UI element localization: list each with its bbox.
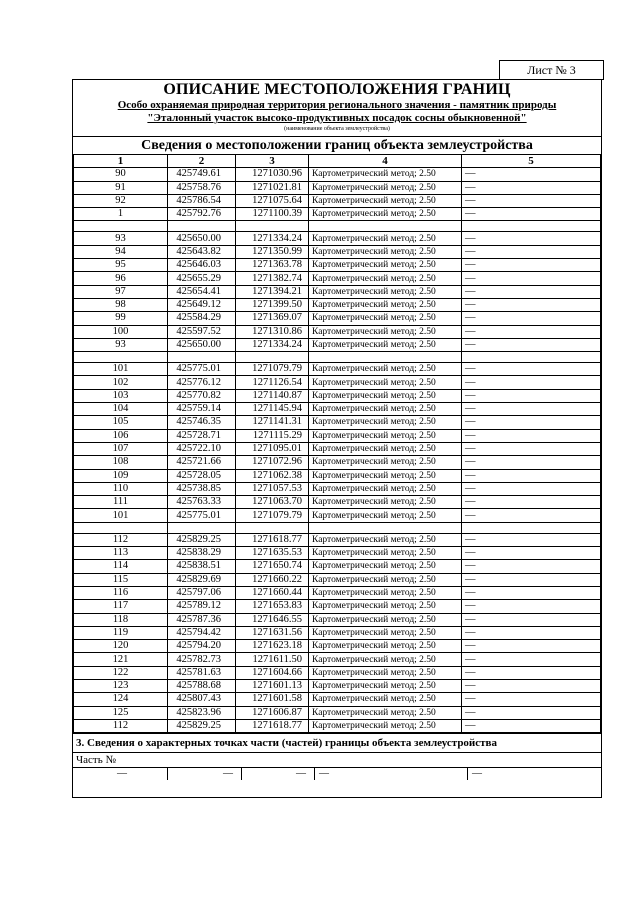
description: — bbox=[462, 338, 601, 351]
method-accuracy: Картометрический метод; 2.50 bbox=[309, 679, 462, 692]
table-row bbox=[74, 653, 601, 666]
x-coordinate: 425823.96 bbox=[168, 706, 236, 719]
description: — bbox=[462, 613, 601, 626]
y-coordinate: 1271601.13 bbox=[236, 679, 309, 692]
description: — bbox=[462, 547, 601, 560]
column-header-row bbox=[74, 155, 601, 168]
method-accuracy: Картометрический метод; 2.50 bbox=[309, 259, 462, 272]
description: — bbox=[462, 429, 601, 442]
method-accuracy: Картометрический метод; 2.50 bbox=[309, 194, 462, 207]
y-coordinate: 1271079.79 bbox=[236, 509, 309, 522]
point-number: 105 bbox=[74, 416, 168, 429]
point-number: 123 bbox=[74, 679, 168, 692]
point-number: 97 bbox=[74, 285, 168, 298]
y-coordinate: 1271126.54 bbox=[236, 376, 309, 389]
table-row bbox=[74, 168, 601, 181]
empty-cell bbox=[236, 352, 309, 363]
x-coordinate: 425838.29 bbox=[168, 547, 236, 560]
table-row bbox=[74, 469, 601, 482]
table-row bbox=[74, 245, 601, 258]
method-accuracy: Картометрический метод; 2.50 bbox=[309, 298, 462, 311]
table-row bbox=[74, 693, 601, 706]
y-coordinate: 1271660.22 bbox=[236, 573, 309, 586]
method-accuracy: Картометрический метод; 2.50 bbox=[309, 363, 462, 376]
description: — bbox=[462, 403, 601, 416]
part-cell: — bbox=[223, 768, 233, 780]
y-coordinate: 1271601.58 bbox=[236, 693, 309, 706]
y-coordinate: 1271310.86 bbox=[236, 325, 309, 338]
x-coordinate: 425775.01 bbox=[168, 363, 236, 376]
x-coordinate: 425584.29 bbox=[168, 312, 236, 325]
description: — bbox=[462, 496, 601, 509]
point-number: 113 bbox=[74, 547, 168, 560]
x-coordinate: 425775.01 bbox=[168, 509, 236, 522]
empty-cell bbox=[168, 352, 236, 363]
y-coordinate: 1271140.87 bbox=[236, 389, 309, 402]
table-row bbox=[74, 208, 601, 221]
point-number: 1 bbox=[74, 208, 168, 221]
x-coordinate: 425749.61 bbox=[168, 168, 236, 181]
x-coordinate: 425721.66 bbox=[168, 456, 236, 469]
point-number: 115 bbox=[74, 573, 168, 586]
table-row bbox=[74, 586, 601, 599]
y-coordinate: 1271350.99 bbox=[236, 245, 309, 258]
method-accuracy: Картометрический метод; 2.50 bbox=[309, 560, 462, 573]
method-accuracy: Картометрический метод; 2.50 bbox=[309, 232, 462, 245]
empty-cell bbox=[168, 221, 236, 232]
y-coordinate: 1271394.21 bbox=[236, 285, 309, 298]
x-coordinate: 425788.68 bbox=[168, 679, 236, 692]
table-row bbox=[74, 533, 601, 546]
method-accuracy: Картометрический метод; 2.50 bbox=[309, 640, 462, 653]
method-accuracy: Картометрический метод; 2.50 bbox=[309, 573, 462, 586]
empty-cell bbox=[74, 221, 168, 232]
x-coordinate: 425650.00 bbox=[168, 338, 236, 351]
y-coordinate: 1271062.38 bbox=[236, 469, 309, 482]
y-coordinate: 1271063.70 bbox=[236, 496, 309, 509]
description: — bbox=[462, 272, 601, 285]
x-coordinate: 425597.52 bbox=[168, 325, 236, 338]
method-accuracy: Картометрический метод; 2.50 bbox=[309, 312, 462, 325]
description: — bbox=[462, 706, 601, 719]
y-coordinate: 1271382.74 bbox=[236, 272, 309, 285]
point-number: 108 bbox=[74, 456, 168, 469]
table-row bbox=[74, 338, 601, 351]
column-header: 3 bbox=[236, 155, 309, 168]
table-row bbox=[74, 376, 601, 389]
x-coordinate: 425649.12 bbox=[168, 298, 236, 311]
description: — bbox=[462, 181, 601, 194]
table-row bbox=[74, 298, 601, 311]
point-number: 102 bbox=[74, 376, 168, 389]
description: — bbox=[462, 600, 601, 613]
table-row bbox=[74, 509, 601, 522]
method-accuracy: Картометрический метод; 2.50 bbox=[309, 442, 462, 455]
method-accuracy: Картометрический метод; 2.50 bbox=[309, 482, 462, 495]
y-coordinate: 1271095.01 bbox=[236, 442, 309, 455]
table-row bbox=[74, 403, 601, 416]
point-number: 93 bbox=[74, 338, 168, 351]
group-separator-row bbox=[74, 221, 601, 232]
description: — bbox=[462, 312, 601, 325]
point-number: 122 bbox=[74, 666, 168, 679]
x-coordinate: 425655.29 bbox=[168, 272, 236, 285]
point-number: 109 bbox=[74, 469, 168, 482]
x-coordinate: 425738.85 bbox=[168, 482, 236, 495]
description: — bbox=[462, 573, 601, 586]
table-row bbox=[74, 600, 601, 613]
y-coordinate: 1271618.77 bbox=[236, 719, 309, 732]
x-coordinate: 425782.73 bbox=[168, 653, 236, 666]
method-accuracy: Картометрический метод; 2.50 bbox=[309, 653, 462, 666]
empty-cell bbox=[74, 522, 168, 533]
x-coordinate: 425829.25 bbox=[168, 533, 236, 546]
empty-cell bbox=[462, 352, 601, 363]
description: — bbox=[462, 259, 601, 272]
y-coordinate: 1271021.81 bbox=[236, 181, 309, 194]
y-coordinate: 1271604.66 bbox=[236, 666, 309, 679]
y-coordinate: 1271631.56 bbox=[236, 626, 309, 639]
point-number: 112 bbox=[74, 533, 168, 546]
point-number: 119 bbox=[74, 626, 168, 639]
point-number: 110 bbox=[74, 482, 168, 495]
method-accuracy: Картометрический метод; 2.50 bbox=[309, 338, 462, 351]
empty-cell bbox=[309, 221, 462, 232]
y-coordinate: 1271145.94 bbox=[236, 403, 309, 416]
point-number: 107 bbox=[74, 442, 168, 455]
description: — bbox=[462, 298, 601, 311]
description: — bbox=[462, 168, 601, 181]
point-number: 95 bbox=[74, 259, 168, 272]
x-coordinate: 425643.82 bbox=[168, 245, 236, 258]
y-coordinate: 1271611.50 bbox=[236, 653, 309, 666]
empty-cell bbox=[236, 221, 309, 232]
method-accuracy: Картометрический метод; 2.50 bbox=[309, 429, 462, 442]
method-accuracy: Картометрический метод; 2.50 bbox=[309, 533, 462, 546]
table-row bbox=[74, 272, 601, 285]
method-accuracy: Картометрический метод; 2.50 bbox=[309, 586, 462, 599]
x-coordinate: 425759.14 bbox=[168, 403, 236, 416]
x-coordinate: 425794.42 bbox=[168, 626, 236, 639]
point-number: 101 bbox=[74, 363, 168, 376]
description: — bbox=[462, 194, 601, 207]
x-coordinate: 425797.06 bbox=[168, 586, 236, 599]
table-row bbox=[74, 706, 601, 719]
empty-cell bbox=[168, 522, 236, 533]
table-row bbox=[74, 363, 601, 376]
y-coordinate: 1271075.64 bbox=[236, 194, 309, 207]
x-coordinate: 425722.10 bbox=[168, 442, 236, 455]
description: — bbox=[462, 208, 601, 221]
method-accuracy: Картометрический метод; 2.50 bbox=[309, 693, 462, 706]
method-accuracy: Картометрический метод; 2.50 bbox=[309, 469, 462, 482]
section-3-title: 3. Сведения о характерных точках части (частей) границы объекта землеустройства bbox=[73, 733, 601, 752]
column-header: 4 bbox=[309, 155, 462, 168]
description: — bbox=[462, 232, 601, 245]
description: — bbox=[462, 285, 601, 298]
method-accuracy: Картометрический метод; 2.50 bbox=[309, 496, 462, 509]
method-accuracy: Картометрический метод; 2.50 bbox=[309, 325, 462, 338]
description: — bbox=[462, 389, 601, 402]
method-accuracy: Картометрический метод; 2.50 bbox=[309, 403, 462, 416]
table-row bbox=[74, 429, 601, 442]
part-cell: — bbox=[319, 768, 329, 780]
y-coordinate: 1271369.07 bbox=[236, 312, 309, 325]
x-coordinate: 425794.20 bbox=[168, 640, 236, 653]
point-number: 121 bbox=[74, 653, 168, 666]
table-row bbox=[74, 312, 601, 325]
part-number-label: Часть № bbox=[73, 752, 601, 767]
section-2-title: Сведения о местоположении границ объекта землеустройства bbox=[73, 136, 601, 154]
x-coordinate: 425763.33 bbox=[168, 496, 236, 509]
description: — bbox=[462, 245, 601, 258]
point-number: 104 bbox=[74, 403, 168, 416]
empty-cell bbox=[74, 352, 168, 363]
table-row bbox=[74, 181, 601, 194]
point-number: 103 bbox=[74, 389, 168, 402]
y-coordinate: 1271030.96 bbox=[236, 168, 309, 181]
point-number: 111 bbox=[74, 496, 168, 509]
description: — bbox=[462, 442, 601, 455]
table-row bbox=[74, 560, 601, 573]
y-coordinate: 1271057.53 bbox=[236, 482, 309, 495]
point-number: 99 bbox=[74, 312, 168, 325]
point-number: 94 bbox=[74, 245, 168, 258]
description: — bbox=[462, 376, 601, 389]
method-accuracy: Картометрический метод; 2.50 bbox=[309, 376, 462, 389]
y-coordinate: 1271100.39 bbox=[236, 208, 309, 221]
part-cell: — bbox=[472, 768, 482, 780]
description: — bbox=[462, 509, 601, 522]
y-coordinate: 1271115.29 bbox=[236, 429, 309, 442]
table-row bbox=[74, 640, 601, 653]
part-empty-row bbox=[73, 767, 601, 780]
group-separator-row bbox=[74, 352, 601, 363]
table-row bbox=[74, 285, 601, 298]
description: — bbox=[462, 533, 601, 546]
method-accuracy: Картометрический метод; 2.50 bbox=[309, 456, 462, 469]
description: — bbox=[462, 719, 601, 732]
description: — bbox=[462, 456, 601, 469]
method-accuracy: Картометрический метод; 2.50 bbox=[309, 285, 462, 298]
column-header: 2 bbox=[168, 155, 236, 168]
y-coordinate: 1271618.77 bbox=[236, 533, 309, 546]
method-accuracy: Картометрический метод; 2.50 bbox=[309, 719, 462, 732]
group-separator-row bbox=[74, 522, 601, 533]
object-caption: (наименование объекта землеустройства) bbox=[284, 126, 390, 132]
description: — bbox=[462, 586, 601, 599]
method-accuracy: Картометрический метод; 2.50 bbox=[309, 613, 462, 626]
method-accuracy: Картометрический метод; 2.50 bbox=[309, 208, 462, 221]
table-row bbox=[74, 416, 601, 429]
table-row bbox=[74, 194, 601, 207]
y-coordinate: 1271606.87 bbox=[236, 706, 309, 719]
method-accuracy: Картометрический метод; 2.50 bbox=[309, 626, 462, 639]
table-row bbox=[74, 719, 601, 732]
method-accuracy: Картометрический метод; 2.50 bbox=[309, 245, 462, 258]
x-coordinate: 425792.76 bbox=[168, 208, 236, 221]
x-coordinate: 425781.63 bbox=[168, 666, 236, 679]
point-number: 116 bbox=[74, 586, 168, 599]
table-row bbox=[74, 496, 601, 509]
point-number: 124 bbox=[74, 693, 168, 706]
x-coordinate: 425776.12 bbox=[168, 376, 236, 389]
description: — bbox=[462, 482, 601, 495]
description: — bbox=[462, 666, 601, 679]
table-row bbox=[74, 573, 601, 586]
table-row bbox=[74, 232, 601, 245]
column-header: 5 bbox=[462, 155, 601, 168]
description: — bbox=[462, 626, 601, 639]
x-coordinate: 425770.82 bbox=[168, 389, 236, 402]
y-coordinate: 1271399.50 bbox=[236, 298, 309, 311]
point-number: 125 bbox=[74, 706, 168, 719]
point-number: 93 bbox=[74, 232, 168, 245]
empty-cell bbox=[462, 522, 601, 533]
description: — bbox=[462, 363, 601, 376]
method-accuracy: Картометрический метод; 2.50 bbox=[309, 272, 462, 285]
table-row bbox=[74, 666, 601, 679]
x-coordinate: 425746.35 bbox=[168, 416, 236, 429]
table-row bbox=[74, 613, 601, 626]
point-number: 112 bbox=[74, 719, 168, 732]
method-accuracy: Картометрический метод; 2.50 bbox=[309, 706, 462, 719]
description: — bbox=[462, 653, 601, 666]
x-coordinate: 425654.41 bbox=[168, 285, 236, 298]
description: — bbox=[462, 640, 601, 653]
point-number: 90 bbox=[74, 168, 168, 181]
point-number: 91 bbox=[74, 181, 168, 194]
y-coordinate: 1271653.83 bbox=[236, 600, 309, 613]
description: — bbox=[462, 416, 601, 429]
point-number: 100 bbox=[74, 325, 168, 338]
x-coordinate: 425807.43 bbox=[168, 693, 236, 706]
empty-cell bbox=[309, 522, 462, 533]
method-accuracy: Картометрический метод; 2.50 bbox=[309, 416, 462, 429]
method-accuracy: Картометрический метод; 2.50 bbox=[309, 666, 462, 679]
y-coordinate: 1271650.74 bbox=[236, 560, 309, 573]
x-coordinate: 425829.69 bbox=[168, 573, 236, 586]
x-coordinate: 425650.00 bbox=[168, 232, 236, 245]
x-coordinate: 425758.76 bbox=[168, 181, 236, 194]
method-accuracy: Картометрический метод; 2.50 bbox=[309, 547, 462, 560]
x-coordinate: 425728.05 bbox=[168, 469, 236, 482]
x-coordinate: 425838.51 bbox=[168, 560, 236, 573]
y-coordinate: 1271079.79 bbox=[236, 363, 309, 376]
table-row bbox=[74, 259, 601, 272]
description: — bbox=[462, 469, 601, 482]
table-row bbox=[74, 442, 601, 455]
document-title: ОПИСАНИЕ МЕСТОПОЛОЖЕНИЯ ГРАНИЦ bbox=[163, 81, 511, 98]
point-number: 98 bbox=[74, 298, 168, 311]
point-number: 118 bbox=[74, 613, 168, 626]
point-number: 96 bbox=[74, 272, 168, 285]
y-coordinate: 1271072.96 bbox=[236, 456, 309, 469]
y-coordinate: 1271334.24 bbox=[236, 232, 309, 245]
x-coordinate: 425786.54 bbox=[168, 194, 236, 207]
table-row bbox=[74, 456, 601, 469]
table-row bbox=[74, 679, 601, 692]
y-coordinate: 1271363.78 bbox=[236, 259, 309, 272]
empty-cell bbox=[462, 221, 601, 232]
x-coordinate: 425728.71 bbox=[168, 429, 236, 442]
x-coordinate: 425646.03 bbox=[168, 259, 236, 272]
part-cell: — bbox=[296, 768, 306, 780]
column-header: 1 bbox=[74, 155, 168, 168]
sheet-number: Лист № 3 bbox=[499, 60, 604, 80]
method-accuracy: Картометрический метод; 2.50 bbox=[309, 389, 462, 402]
y-coordinate: 1271623.18 bbox=[236, 640, 309, 653]
method-accuracy: Картометрический метод; 2.50 bbox=[309, 509, 462, 522]
point-number: 92 bbox=[74, 194, 168, 207]
y-coordinate: 1271141.31 bbox=[236, 416, 309, 429]
y-coordinate: 1271646.55 bbox=[236, 613, 309, 626]
method-accuracy: Картометрический метод; 2.50 bbox=[309, 168, 462, 181]
part-cell: — bbox=[117, 768, 127, 780]
document-frame bbox=[72, 79, 602, 798]
table-row bbox=[74, 547, 601, 560]
coordinates-table-body bbox=[74, 155, 601, 733]
point-number: 101 bbox=[74, 509, 168, 522]
point-number: 117 bbox=[74, 600, 168, 613]
x-coordinate: 425787.36 bbox=[168, 613, 236, 626]
point-number: 114 bbox=[74, 560, 168, 573]
description: — bbox=[462, 325, 601, 338]
point-number: 120 bbox=[74, 640, 168, 653]
description: — bbox=[462, 560, 601, 573]
y-coordinate: 1271660.44 bbox=[236, 586, 309, 599]
x-coordinate: 425829.25 bbox=[168, 719, 236, 732]
table-row bbox=[74, 626, 601, 639]
method-accuracy: Картометрический метод; 2.50 bbox=[309, 600, 462, 613]
point-number: 106 bbox=[74, 429, 168, 442]
description: — bbox=[462, 679, 601, 692]
table-row bbox=[74, 389, 601, 402]
y-coordinate: 1271635.53 bbox=[236, 547, 309, 560]
object-line-1: Особо охраняемая природная территория регионального значения - памятник природы bbox=[117, 99, 557, 111]
object-line-2: "Эталонный участок высоко-продуктивных посадок сосны обыкновенной" bbox=[147, 112, 527, 124]
method-accuracy: Картометрический метод; 2.50 bbox=[309, 181, 462, 194]
y-coordinate: 1271334.24 bbox=[236, 338, 309, 351]
empty-cell bbox=[309, 352, 462, 363]
x-coordinate: 425789.12 bbox=[168, 600, 236, 613]
description: — bbox=[462, 693, 601, 706]
table-row bbox=[74, 325, 601, 338]
table-row bbox=[74, 482, 601, 495]
empty-cell bbox=[236, 522, 309, 533]
coordinates-table bbox=[73, 154, 601, 733]
